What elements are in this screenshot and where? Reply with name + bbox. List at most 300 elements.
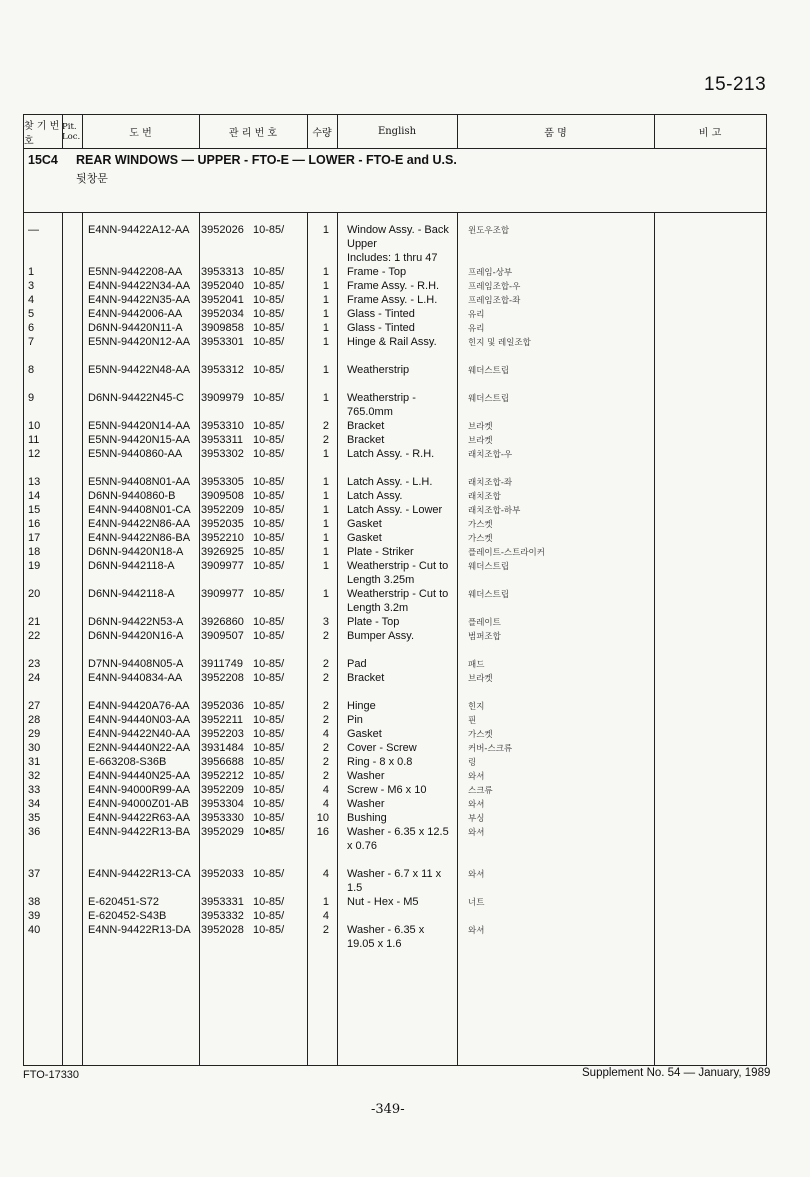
row-english-desc: Bracket [347, 434, 385, 446]
row-part-number: D6NN-94420N18-A [88, 546, 184, 558]
row-mgmt-code: 3909508 [201, 490, 244, 502]
row-ref-number: 39 [28, 910, 41, 922]
row-date: 10-85/ [253, 756, 285, 768]
row-quantity: 2 [322, 770, 329, 782]
row-mgmt-code: 3953301 [201, 336, 244, 348]
row-korean-name: 브라켓 [468, 422, 493, 432]
row-mgmt-code: 3952040 [201, 280, 244, 292]
header-korean-name: 품 명 [544, 128, 567, 139]
row-quantity: 2 [322, 672, 329, 684]
row-part-number: E4NN-94420A76-AA [88, 700, 190, 712]
row-mgmt-code: 3931484 [201, 742, 244, 754]
col-divider [82, 212, 83, 1066]
parts-table [23, 114, 767, 1066]
row-english-desc: Includes: 1 thru 47 [347, 252, 438, 264]
row-quantity: 1 [322, 448, 329, 460]
row-part-number: E4NN-94422N40-AA [88, 728, 191, 740]
row-mgmt-code: 3909507 [201, 630, 244, 642]
row-ref-number: — [28, 224, 39, 236]
row-mgmt-code: 3952033 [201, 868, 244, 880]
row-date: 10-85/ [253, 224, 285, 236]
col-divider [62, 115, 63, 148]
header-mgmt-no: 관 리 번 호 [228, 128, 278, 139]
section-heading [24, 148, 766, 213]
row-mgmt-code: 3909979 [201, 392, 244, 404]
header-english: English [377, 126, 417, 137]
row-mgmt-code: 3911749 [201, 658, 244, 670]
row-mgmt-code: 3952041 [201, 294, 244, 306]
footer-supplement: Supplement No. 54 — January, 1989 [582, 1067, 771, 1079]
row-quantity: 2 [322, 714, 329, 726]
page-number: 15-213 [704, 74, 767, 95]
row-english-desc: Latch Assy. - L.H. [347, 476, 433, 488]
row-korean-name: 래치조합-하부 [468, 506, 521, 516]
row-mgmt-code: 3952035 [201, 518, 244, 530]
row-english-desc: Frame Assy. - R.H. [347, 280, 440, 292]
row-part-number: E5NN-94408N01-AA [88, 476, 191, 488]
row-korean-name: 래치조합 [468, 492, 501, 502]
row-quantity: 1 [322, 560, 329, 572]
header-qty: 수량 [312, 128, 332, 139]
row-part-number: E4NN-9442006-AA [88, 308, 183, 320]
row-quantity: 2 [322, 742, 329, 754]
row-korean-name: 브라켓 [468, 674, 493, 684]
row-part-number: D6NN-94422N45-C [88, 392, 184, 404]
row-mgmt-code: 3953302 [201, 448, 244, 460]
row-english-desc: Upper [347, 238, 377, 250]
row-quantity: 1 [322, 322, 329, 334]
row-mgmt-code: 3952211 [201, 714, 244, 726]
row-mgmt-code: 3952036 [201, 700, 244, 712]
row-mgmt-code: 3953312 [201, 364, 244, 376]
row-mgmt-code: 3926925 [201, 546, 244, 558]
row-part-number: E4NN-94422R13-BA [88, 826, 191, 838]
row-english-desc: Gasket [347, 532, 382, 544]
row-mgmt-code: 3953311 [201, 434, 244, 446]
row-ref-number: 11 [28, 434, 40, 446]
row-korean-name: 범퍼조합 [468, 632, 501, 642]
row-ref-number: 16 [28, 518, 41, 530]
row-mgmt-code: 3952028 [201, 924, 244, 936]
row-date: 10-85/ [253, 532, 285, 544]
row-quantity: 1 [322, 532, 329, 544]
row-korean-name: 커버-스크류 [468, 744, 513, 754]
row-ref-number: 24 [28, 672, 41, 684]
row-mgmt-code: 3956688 [201, 756, 244, 768]
row-part-number: E-663208-S36B [88, 756, 167, 768]
row-english-desc: 19.05 x 1.6 [347, 938, 402, 950]
row-ref-number: 17 [28, 532, 41, 544]
row-english-desc: Bumper Assy. [347, 630, 415, 642]
row-date: 10-85/ [253, 728, 285, 740]
row-ref-number: 8 [28, 364, 35, 376]
row-english-desc: Glass - Tinted [347, 308, 415, 320]
row-quantity: 10 [316, 812, 329, 824]
row-quantity: 1 [322, 392, 329, 404]
row-korean-name: 와셔 [468, 870, 485, 880]
row-date: 10-85/ [253, 322, 285, 334]
row-ref-number: 14 [28, 490, 41, 502]
row-ref-number: 34 [28, 798, 41, 810]
row-quantity: 1 [322, 266, 329, 278]
row-ref-number: 20 [28, 588, 41, 600]
row-english-desc: Hinge [347, 700, 376, 712]
row-english-desc: Nut - Hex - M5 [347, 896, 419, 908]
row-mgmt-code: 3953304 [201, 798, 244, 810]
row-english-desc: Weatherstrip - Cut to [347, 560, 449, 572]
row-english-desc: Length 3.25m [347, 574, 415, 586]
row-part-number: E5NN-9442208-AA [88, 266, 183, 278]
row-korean-name: 유리 [468, 310, 485, 320]
row-mgmt-code: 3952034 [201, 308, 244, 320]
row-part-number: E4NN-9440834-AA [88, 672, 183, 684]
row-quantity: 2 [322, 630, 329, 642]
row-quantity: 1 [322, 336, 329, 348]
row-quantity: 1 [322, 294, 329, 306]
row-korean-name: 가스켓 [468, 520, 493, 530]
row-part-number: D6NN-94420N16-A [88, 630, 184, 642]
row-part-number: E5NN-94420N12-AA [88, 336, 191, 348]
row-ref-number: 6 [28, 322, 35, 334]
row-quantity: 2 [322, 420, 329, 432]
row-part-number: E5NN-94420N15-AA [88, 434, 191, 446]
row-quantity: 1 [322, 518, 329, 530]
row-quantity: 1 [322, 364, 329, 376]
row-quantity: 16 [316, 826, 329, 838]
col-divider [457, 115, 458, 148]
row-date: 10-85/ [253, 700, 285, 712]
row-part-number: D6NN-9442118-A [88, 588, 175, 600]
row-quantity: 3 [322, 616, 329, 628]
row-mgmt-code: 3909977 [201, 560, 244, 572]
row-quantity: 1 [322, 490, 329, 502]
row-ref-number: 36 [28, 826, 41, 838]
row-quantity: 4 [322, 798, 329, 810]
row-part-number: E4NN-94422N35-AA [88, 294, 191, 306]
row-part-number: D6NN-9440860-B [88, 490, 176, 502]
row-part-number: E4NN-94440N03-AA [88, 714, 191, 726]
row-part-number: E4NN-94408N01-CA [88, 504, 191, 516]
row-korean-name: 플레이트-스트라이커 [468, 548, 545, 558]
row-date: 10-85/ [253, 448, 285, 460]
row-ref-number: 38 [28, 896, 41, 908]
row-part-number: D7NN-94408N05-A [88, 658, 184, 670]
row-mgmt-code: 3953330 [201, 812, 244, 824]
row-ref-number: 31 [28, 756, 41, 768]
row-date: 10-85/ [253, 294, 285, 306]
header-part-no: 도 번 [129, 128, 152, 139]
row-date: 10-85/ [253, 434, 285, 446]
row-english-desc: Washer - 6.35 x 12.5 [347, 826, 449, 838]
row-english-desc: Bushing [347, 812, 387, 824]
row-ref-number: 19 [28, 560, 41, 572]
row-part-number: E-620451-S72 [88, 896, 159, 908]
row-quantity: 1 [322, 308, 329, 320]
row-part-number: D6NN-94422N53-A [88, 616, 184, 628]
row-part-number: E4NN-94422A12-AA [88, 224, 190, 236]
row-korean-name: 부싱 [468, 814, 485, 824]
row-english-desc: 1.5 [347, 882, 363, 894]
row-part-number: E2NN-94440N22-AA [88, 742, 191, 754]
col-divider [62, 212, 63, 1066]
row-part-number: E4NN-94422R13-CA [88, 868, 191, 880]
row-english-desc: Latch Assy. - R.H. [347, 448, 435, 460]
row-mgmt-code: 3952210 [201, 532, 244, 544]
row-korean-name: 와셔 [468, 926, 485, 936]
row-ref-number: 3 [28, 280, 35, 292]
row-ref-number: 28 [28, 714, 41, 726]
row-korean-name: 윈도우조합 [468, 226, 510, 236]
row-korean-name: 와셔 [468, 828, 485, 838]
row-english-desc: Washer - 6.35 x [347, 924, 425, 936]
row-english-desc: Frame Assy. - L.H. [347, 294, 438, 306]
row-english-desc: Bracket [347, 672, 385, 684]
row-quantity: 1 [322, 546, 329, 558]
row-korean-name: 웨더스트립 [468, 562, 510, 572]
header-pit-loc: Pit. Loc. [62, 121, 81, 142]
row-korean-name: 프레임-상부 [468, 268, 513, 278]
row-ref-number: 21 [28, 616, 41, 628]
row-ref-number: 5 [28, 308, 35, 320]
row-date: 10-85/ [253, 798, 285, 810]
row-korean-name: 웨더스트립 [468, 394, 510, 404]
row-ref-number: 35 [28, 812, 41, 824]
row-date: 10-85/ [253, 630, 285, 642]
row-english-desc: Pad [347, 658, 367, 670]
row-mgmt-code: 3953313 [201, 266, 244, 278]
row-date: 10-85/ [253, 714, 285, 726]
col-divider [457, 212, 458, 1066]
row-part-number: E4NN-94422N34-AA [88, 280, 191, 292]
row-english-desc: Screw - M6 x 10 [347, 784, 427, 796]
row-english-desc: Pin [347, 714, 363, 726]
col-divider [654, 115, 655, 148]
row-ref-number: 30 [28, 742, 41, 754]
row-mgmt-code: 3953331 [201, 896, 244, 908]
row-date: 10-85/ [253, 770, 285, 782]
row-date: 10-85/ [253, 742, 285, 754]
row-quantity: 1 [322, 224, 329, 236]
row-date: 10-85/ [253, 490, 285, 502]
row-date: 10-85/ [253, 868, 285, 880]
row-quantity: 2 [322, 756, 329, 768]
row-english-desc: Weatherstrip [347, 364, 410, 376]
row-mgmt-code: 3952029 [201, 826, 244, 838]
row-quantity: 2 [322, 700, 329, 712]
row-date: 10-85/ [253, 504, 285, 516]
row-ref-number: 7 [28, 336, 35, 348]
row-date: 10-85/ [253, 308, 285, 320]
row-part-number: E4NN-94422N86-BA [88, 532, 191, 544]
row-mgmt-code: 3909858 [201, 322, 244, 334]
row-korean-name: 프레임조합-좌 [468, 296, 521, 306]
row-date: 10-85/ [253, 672, 285, 684]
row-date: 10-85/ [253, 784, 285, 796]
row-quantity: 4 [322, 868, 329, 880]
section-title: REAR WINDOWS — UPPER - FTO-E — LOWER - FTO-E and U.S. [76, 153, 457, 167]
row-date: 10-85/ [253, 616, 285, 628]
row-ref-number: 32 [28, 770, 41, 782]
row-mgmt-code: 3953332 [201, 910, 244, 922]
row-english-desc: Length 3.2m [347, 602, 409, 614]
row-date: 10-85/ [253, 910, 285, 922]
row-english-desc: Bracket [347, 420, 385, 432]
row-quantity: 2 [322, 924, 329, 936]
row-mgmt-code: 3952212 [201, 770, 244, 782]
row-korean-name: 래치조합-우 [468, 450, 513, 460]
row-english-desc: Weatherstrip - [347, 392, 416, 404]
row-quantity: 4 [322, 910, 329, 922]
row-ref-number: 9 [28, 392, 35, 404]
row-date: 10-85/ [253, 896, 285, 908]
row-ref-number: 40 [28, 924, 41, 936]
row-english-desc: Window Assy. - Back [347, 224, 449, 236]
row-date: 10-85/ [253, 336, 285, 348]
row-part-number: D6NN-9442118-A [88, 560, 175, 572]
col-divider [82, 115, 83, 148]
header-find-no: 찾 기 번 호 [24, 120, 60, 147]
row-mgmt-code: 3952026 [201, 224, 244, 236]
row-english-desc: Gasket [347, 728, 382, 740]
row-ref-number: 15 [28, 504, 41, 516]
row-ref-number: 18 [28, 546, 41, 558]
row-mgmt-code: 3952208 [201, 672, 244, 684]
row-ref-number: 13 [28, 476, 41, 488]
row-korean-name: 핀 [468, 716, 477, 726]
row-mgmt-code: 3953310 [201, 420, 244, 432]
row-mgmt-code: 3952203 [201, 728, 244, 740]
row-part-number: E4NN-94422R13-DA [88, 924, 191, 936]
row-english-desc: Washer - 6.7 x 11 x [347, 868, 442, 880]
row-mgmt-code: 3953305 [201, 476, 244, 488]
row-part-number: E4NN-94440N25-AA [88, 770, 191, 782]
row-english-desc: Plate - Striker [347, 546, 414, 558]
row-korean-name: 힌지 및 레일조합 [468, 338, 531, 348]
row-english-desc: Washer [347, 798, 385, 810]
row-ref-number: 33 [28, 784, 41, 796]
row-quantity: 1 [322, 280, 329, 292]
row-english-desc: Weatherstrip - Cut to [347, 588, 449, 600]
col-divider [337, 212, 338, 1066]
row-date: 10-85/ [253, 924, 285, 936]
row-date: 10•85/ [253, 826, 285, 838]
row-korean-name: 가스켓 [468, 730, 493, 740]
col-divider [199, 115, 200, 148]
row-english-desc: Cover - Screw [347, 742, 417, 754]
row-ref-number: 22 [28, 630, 41, 642]
row-ref-number: 12 [28, 448, 41, 460]
row-quantity: 1 [322, 504, 329, 516]
row-korean-name: 플레이트 [468, 618, 501, 628]
row-quantity: 1 [322, 896, 329, 908]
row-korean-name: 스크류 [468, 786, 493, 796]
col-divider [199, 212, 200, 1066]
row-quantity: 4 [322, 784, 329, 796]
row-part-number: E4NN-94422R63-AA [88, 812, 191, 824]
row-korean-name: 패드 [468, 660, 485, 670]
row-date: 10-85/ [253, 392, 285, 404]
row-date: 10-85/ [253, 560, 285, 572]
footer-page-number: -349- [371, 1102, 405, 1117]
row-ref-number: 4 [28, 294, 35, 306]
row-english-desc: Ring - 8 x 0.8 [347, 756, 413, 768]
row-korean-name: 래치조합-좌 [468, 478, 513, 488]
row-mgmt-code: 3926860 [201, 616, 244, 628]
row-english-desc: Frame - Top [347, 266, 407, 278]
row-english-desc: Washer [347, 770, 385, 782]
row-quantity: 2 [322, 434, 329, 446]
row-korean-name: 와셔 [468, 772, 485, 782]
row-quantity: 1 [322, 476, 329, 488]
row-english-desc: x 0.76 [347, 840, 377, 852]
footer-doc-code: FTO-17330 [23, 1069, 80, 1081]
col-divider [307, 115, 308, 148]
row-part-number: E5NN-94422N48-AA [88, 364, 191, 376]
row-date: 10-85/ [253, 364, 285, 376]
row-date: 10-85/ [253, 812, 285, 824]
col-divider [654, 212, 655, 1066]
row-part-number: E5NN-9440860-AA [88, 448, 183, 460]
row-ref-number: 29 [28, 728, 41, 740]
row-korean-name: 힌지 [468, 702, 485, 712]
header-remarks: 비 고 [698, 128, 722, 139]
row-part-number: D6NN-94420N11-A [88, 322, 183, 334]
section-code: 15C4 [28, 153, 58, 167]
row-date: 10-85/ [253, 266, 285, 278]
row-english-desc: Hinge & Rail Assy. [347, 336, 437, 348]
row-quantity: 2 [322, 658, 329, 670]
row-korean-name: 와셔 [468, 800, 485, 810]
row-mgmt-code: 3909977 [201, 588, 244, 600]
row-ref-number: 27 [28, 700, 41, 712]
row-korean-name: 웨더스트립 [468, 590, 510, 600]
row-quantity: 1 [322, 588, 329, 600]
row-korean-name: 가스켓 [468, 534, 493, 544]
row-mgmt-code: 3952209 [201, 504, 244, 516]
row-korean-name: 링 [468, 758, 477, 768]
row-date: 10-85/ [253, 546, 285, 558]
row-date: 10-85/ [253, 518, 285, 530]
row-korean-name: 브라켓 [468, 436, 493, 446]
section-korean-title: 뒷창문 [76, 172, 108, 185]
row-english-desc: Plate - Top [347, 616, 400, 628]
row-english-desc: Latch Assy. [347, 490, 403, 502]
row-ref-number: 10 [28, 420, 41, 432]
row-date: 10-85/ [253, 588, 285, 600]
row-english-desc: Latch Assy. - Lower [347, 504, 443, 516]
row-english-desc: Glass - Tinted [347, 322, 415, 334]
row-ref-number: 37 [28, 868, 41, 880]
row-quantity: 4 [322, 728, 329, 740]
row-korean-name: 프레임조합-우 [468, 282, 521, 292]
row-part-number: E4NN-94000Z01-AB [88, 798, 189, 810]
row-part-number: E-620452-S43B [88, 910, 167, 922]
row-date: 10-85/ [253, 658, 285, 670]
row-english-desc: Gasket [347, 518, 382, 530]
row-date: 10-85/ [253, 476, 285, 488]
row-english-desc: 765.0mm [347, 406, 393, 418]
row-part-number: E4NN-94000R99-AA [88, 784, 191, 796]
row-date: 10-85/ [253, 280, 285, 292]
row-korean-name: 유리 [468, 324, 485, 334]
row-ref-number: 23 [28, 658, 41, 670]
row-korean-name: 너트 [468, 898, 485, 908]
row-mgmt-code: 3952209 [201, 784, 244, 796]
row-korean-name: 웨더스트립 [468, 366, 510, 376]
row-part-number: E5NN-94420N14-AA [88, 420, 191, 432]
row-date: 10-85/ [253, 420, 285, 432]
col-divider [337, 115, 338, 148]
